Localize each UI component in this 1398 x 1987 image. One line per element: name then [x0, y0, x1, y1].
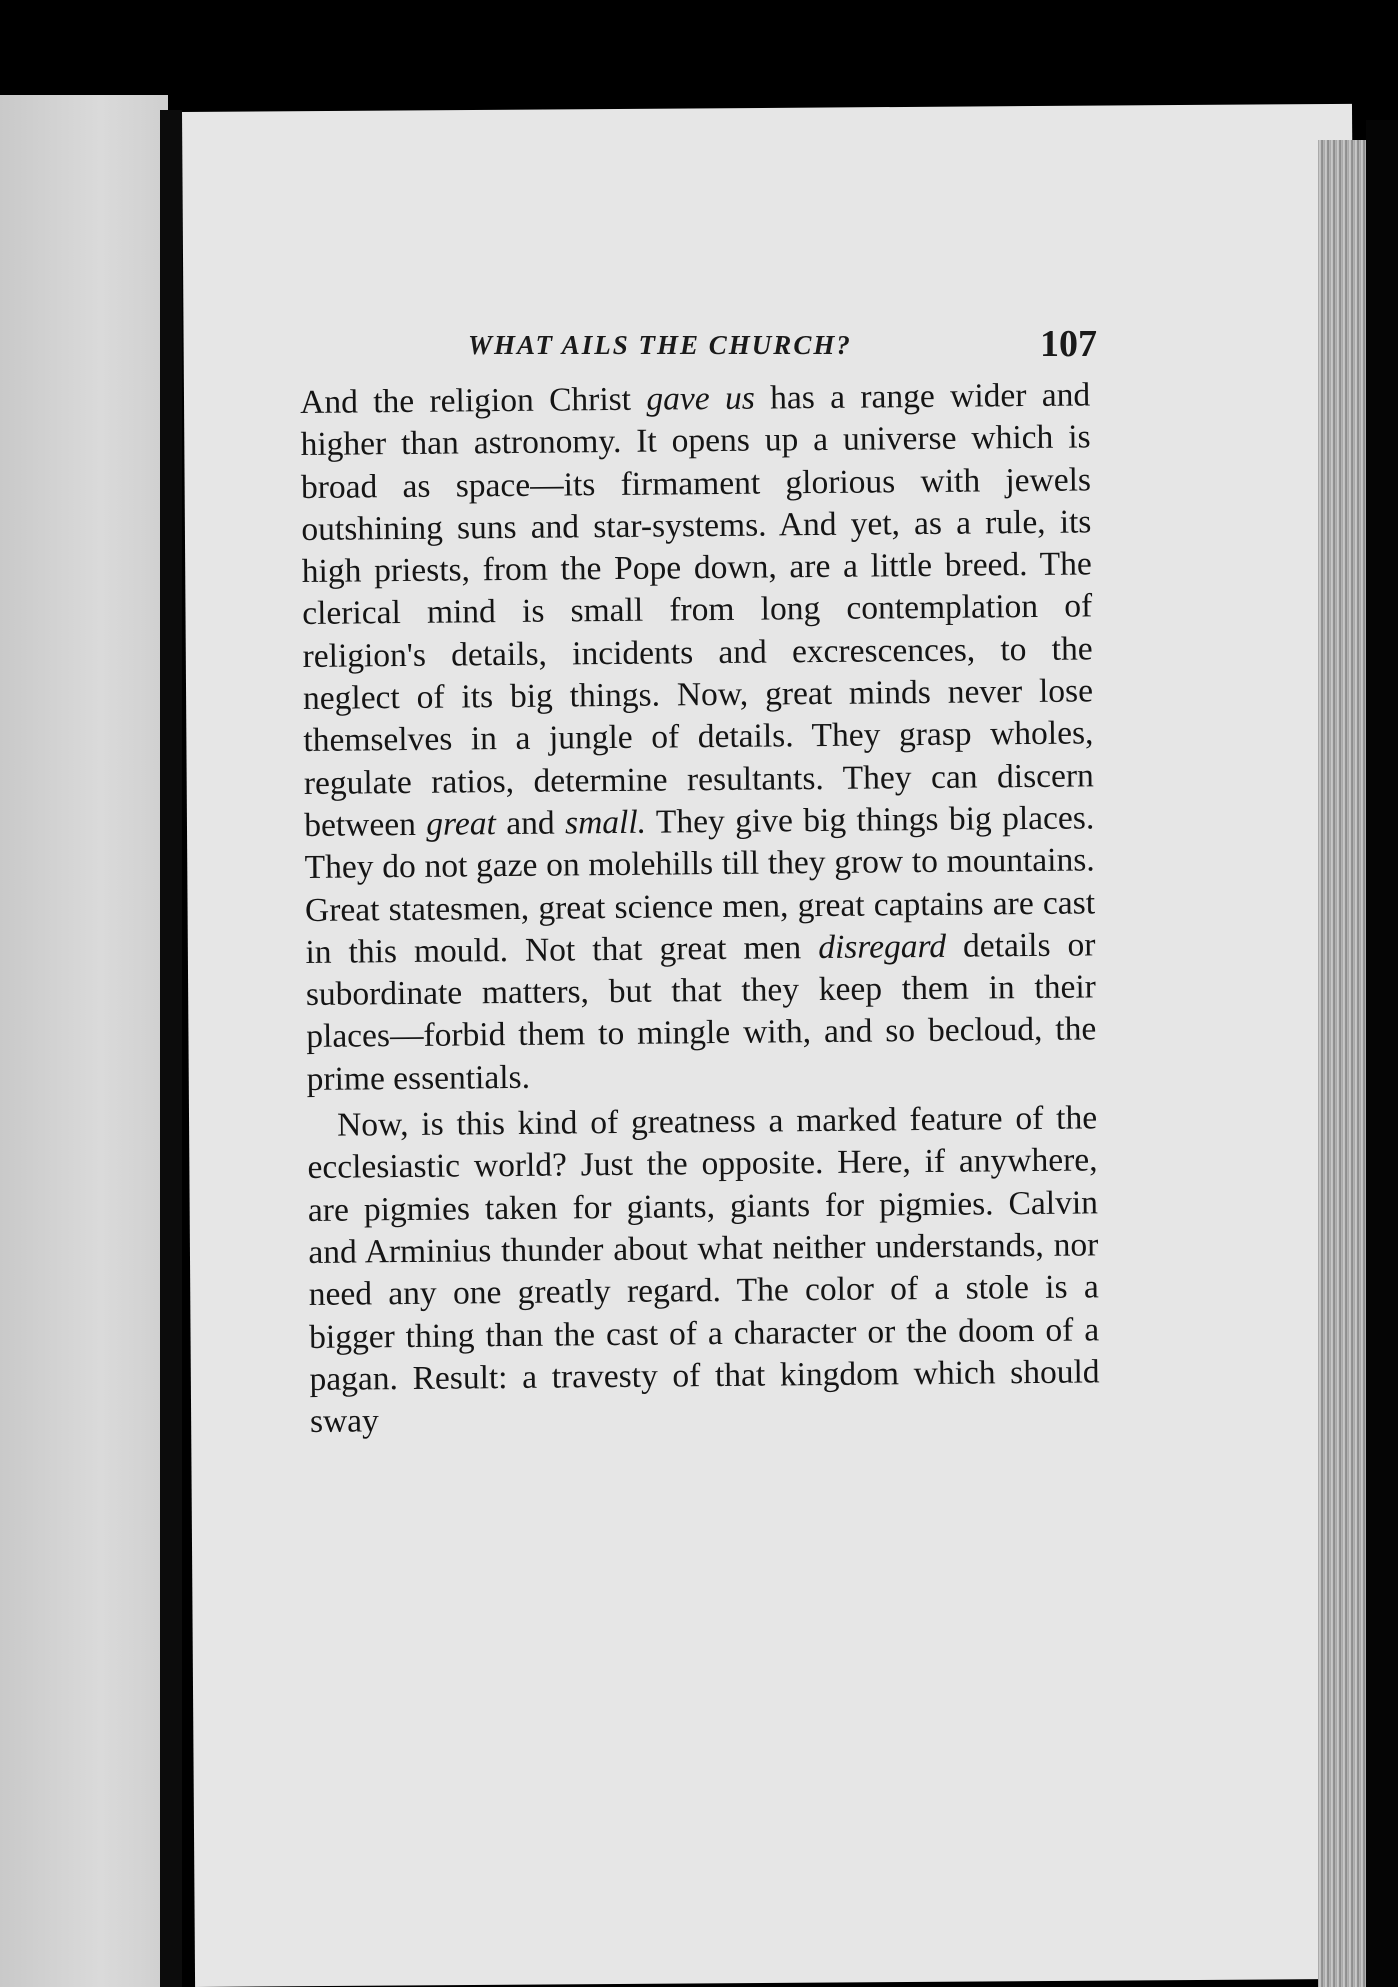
text-run: and: [495, 804, 566, 843]
facing-page-edge: [0, 95, 168, 1987]
running-title: WHAT AILS THE CHURCH?: [468, 330, 852, 360]
text-run: has a range wider and higher than astronomy. It opens up a universe which is broad as space—its firmament glorious with jewels outshining suns and star-systems. And yet, as a rule, its high priests, from the Pope down, are a little breed. The clerical mind is small from long contemplation of religion's details, incidents and excrescences, to the neglect of its big things. Now, great minds never lose themselves in a jungle of details. They grasp wholes, regulate ratios, determine resultants. They can discern between: [300, 376, 1094, 844]
text-run: details or subordinate matters, but that they keep them in their places—forbid them to mingle with, and so becloud, the prime essentials.: [305, 926, 1097, 1098]
paragraph: Now, is this kind of greatness a marked feature of the ecclesiastic world? Just the opposite. Here, if anywhere, are pigmies taken for giants, giants for pigmies. Calvin and Arminius thunder about what neither understands, nor need any one greatly regard. The color of a stole is a bigger thing than the cast of a character or the doom of a pagan. Result: a travesty of that kingdom which should sway: [307, 1099, 1100, 1441]
book-gutter: [160, 110, 182, 1987]
text-run: And the religion Christ: [300, 380, 647, 421]
body-text: [300, 374, 1100, 1443]
page-header: [468, 322, 1108, 372]
page-number: 107: [1040, 323, 1097, 365]
italic-text: small.: [564, 803, 647, 842]
paragraph: [300, 374, 1097, 1101]
scan-border: [1366, 120, 1398, 1987]
italic-text: great: [426, 805, 496, 843]
page-fore-edge: [1318, 140, 1366, 1987]
italic-text: disregard: [818, 927, 947, 966]
text-run: They give big things big places. They do not gaze on molehills till they grow to mountains. Great statesmen, great science men, great captains are cast in this mould. Not that great men: [304, 799, 1096, 971]
italic-text: gave us: [646, 379, 755, 418]
